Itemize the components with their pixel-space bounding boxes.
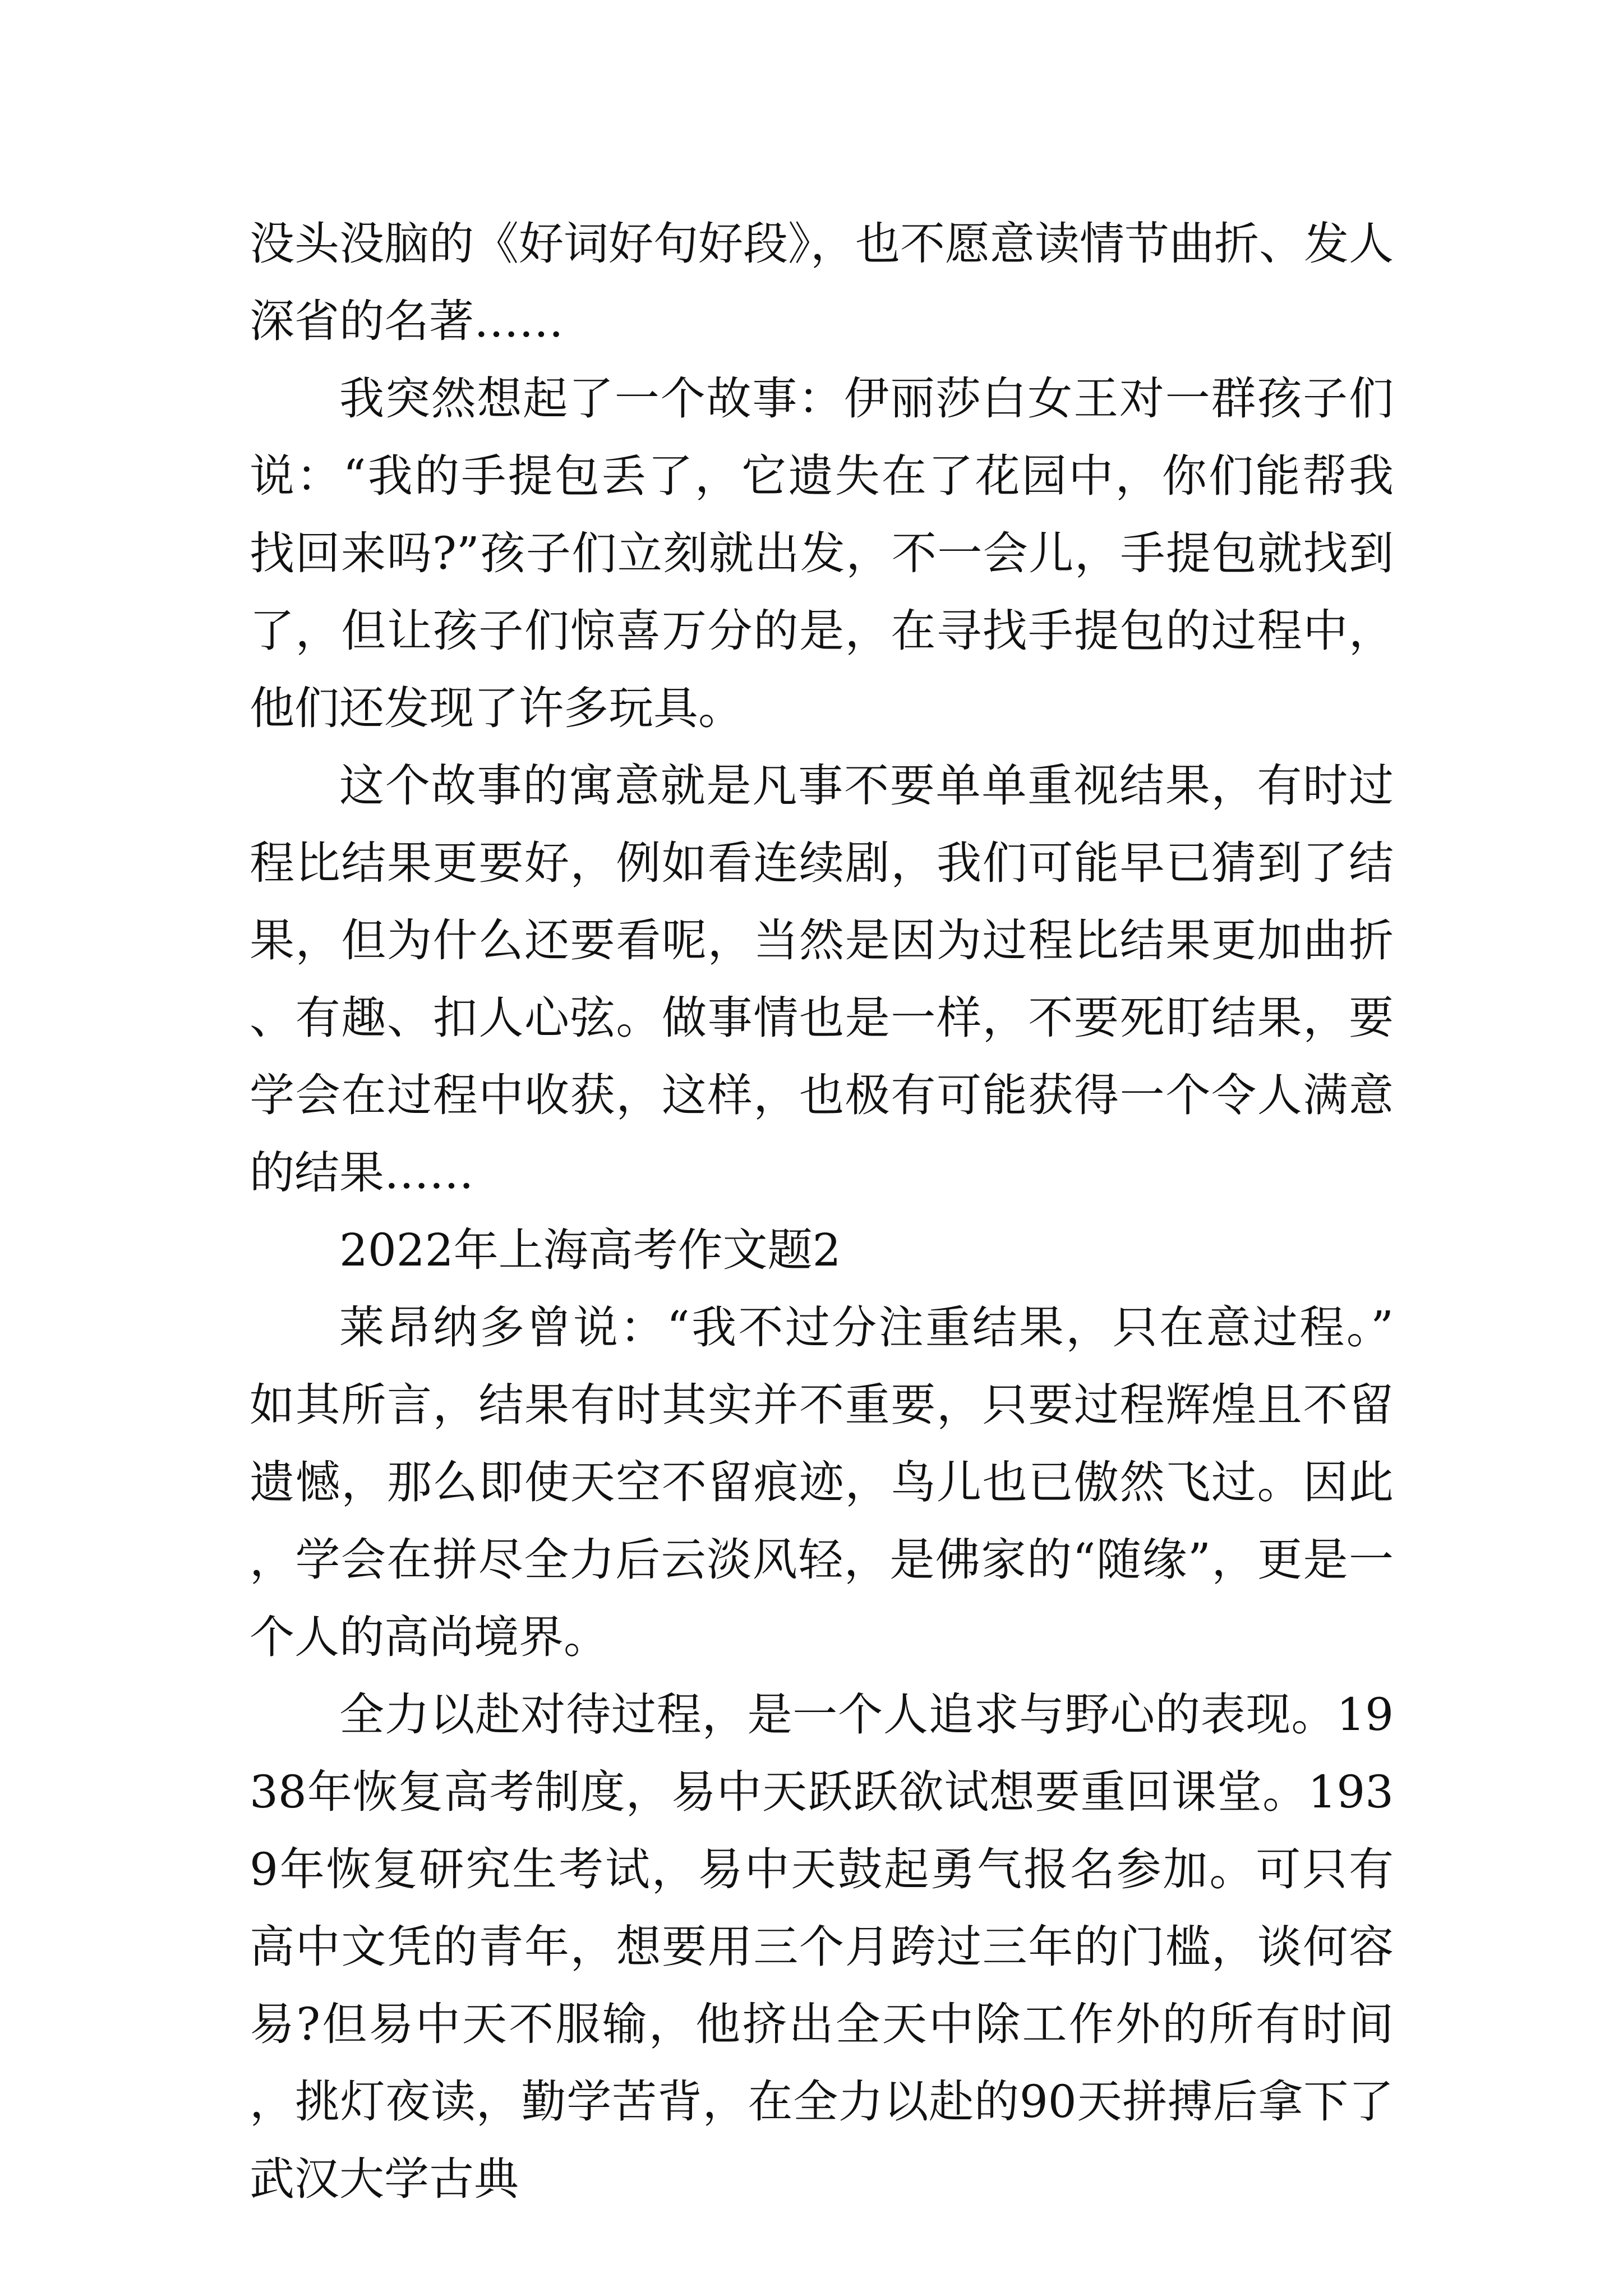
section-heading: 2022年上海高考作文题2 <box>339 1224 841 1276</box>
paragraph-leonardo-quote: 莱昂纳多曾说：“我不过分注重结果，只在意过程。”如其所言，结果有时其实并不重要，只要过程辉煌且不留遗憾，那么即使天空不留痕迹，鸟儿也已傲然飞过。因此，学会在拼尽全力后云淡风轻，是佛家的“随缘”，更是一个人的高尚境界。 <box>250 1301 1394 1663</box>
paragraph-yi-zhongtian: 全力以赴对待过程，是一个人追求与野心的表现。1938年恢复高考制度，易中天跃跃欲试想要重回课堂。1939年恢复研究生考试，易中天鼓起勇气报名参加。可只有高中文凭的青年，想要用三个月跨过三年的门槛，谈何容易?但易中天不服输，他挤出全天中除工作外的所有时间，挑灯夜读，勤学苦背，在全力以赴的90天拼搏后拿下了武汉大学古典 <box>250 1688 1394 2205</box>
paragraph-intro-continuation: 没头没脑的《好词好句好段》，也不愿意读情节曲折、发人深省的名著…… <box>250 218 1394 347</box>
paragraph-moral: 这个故事的寓意就是凡事不要单单重视结果，有时过程比结果更要好，例如看连续剧，我们可能早已猜到了结果，但为什么还要看呢，当然是因为过程比结果更加曲折、有趣、扣人心弦。做事情也是一样，不要死盯结果，要学会在过程中收获，这样，也极有可能获得一个令人满意的结果…… <box>250 760 1394 1199</box>
document-body <box>250 205 1394 2218</box>
paragraph-story: 我突然想起了一个故事：伊丽莎白女王对一群孩子们说：“我的手提包丢了，它遗失在了花园中，你们能帮我找回来吗?”孩子们立刻就出发，不一会儿，手提包就找到了，但让孩子们惊喜万分的是，在寻找手提包的过程中，他们还发现了许多玩具。 <box>250 372 1394 734</box>
